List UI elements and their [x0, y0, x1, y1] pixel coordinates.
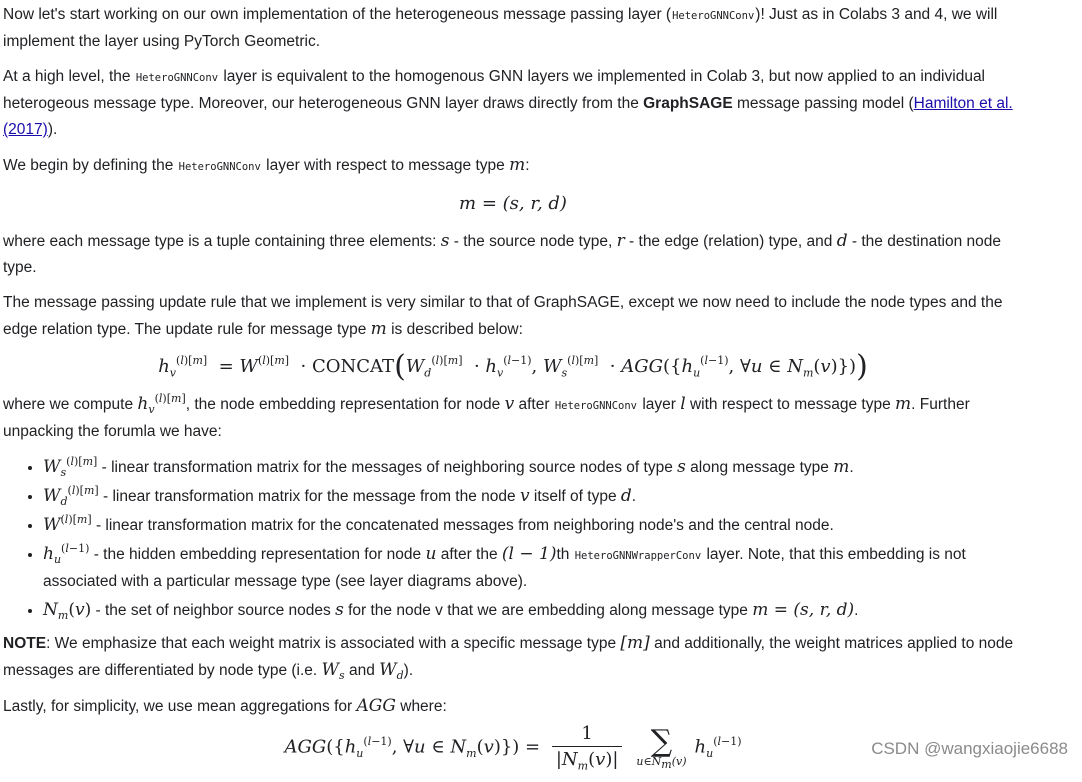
paragraph-tuple-definition: where each message type is a tuple containing three elements: s - the source node type, r - the edge (relation) type, and d - the destination node type.: [3, 231, 1001, 276]
bold-note: NOTE: [3, 635, 47, 652]
paragraph-note: NOTE: We emphasize that each weight matrix is associated with a specific message type [m] and additionally, the weight matrices applied to node messages are differentiated by node type (i.e. $W_s$ and $W_d$).: [3, 633, 1014, 683]
csdn-watermark: CSDN @wangxiaojie6688: [871, 739, 1068, 758]
paragraph-high-level: At a high level, the HeteroGNNConv layer is equivalent to the homogenous GNN layers we implemented in Colab 3, but now applied to an individual heterogeous message type. Moreover, our heterogeneous GNN layer draws directly from the GraphSAGE message passing model (Hamilton et al. (2017)).: [3, 68, 1013, 138]
code-heterognnconv: HeteroGNNConv: [554, 400, 638, 412]
paragraph-mean-aggregation: Lastly, for simplicity, we use mean aggregations for AGG where:: [3, 696, 447, 716]
code-heterognnconv: HeteroGNNConv: [135, 72, 219, 84]
bold-graphsage: GraphSAGE: [643, 95, 733, 112]
fraction: $\frac{1}{|N_m(v)|}$: [552, 722, 623, 773]
code-heterognnconv: HeteroGNNConv: [672, 10, 755, 22]
list-item: • $W^{(l)[m]}$ - linear transformation matrix for the concatenated messages from neighboring node's and the central node.: [43, 512, 1023, 539]
list-item: • $W_s^{(l)[m]}$ - linear transformation matrix for the messages of neighboring source nodes of type s along message type m.: [43, 454, 1023, 481]
code-heterognnwrapperconv: HeteroGNNWrapperConv: [574, 550, 702, 562]
document-body: [3, 0, 1023, 782]
equation-mean-aggregation: $AGG(\{h_u^{(l-1)}$, ∀u ∈ $N_m(v)$}) = $\frac{1}{|N_m(v)|}$ ∑ $u\in N_m(v)$ $h_u^{(l-1)}$: [284, 723, 742, 773]
paragraph-define-layer: We begin by defining the HeteroGNNConv layer with respect to message type m:: [3, 155, 530, 175]
list-item: • $W_d^{(l)[m]}$ - linear transformation matrix for the message from the node v itself of type d.: [43, 483, 1023, 510]
link-hamilton-2017[interactable]: Hamilton et al. (2017): [3, 95, 1013, 138]
equation-message-type: m = (s, r, d): [459, 193, 567, 214]
paragraph-intro: Now let's start working on our own implementation of the heterogeneous message passing layer (HeteroGNNConv)! Just as in Colabs 3 and 4, we will implement the layer using PyTorch Geometric.: [3, 6, 998, 50]
list-item: • $h_u^{(l-1)}$ - the hidden embedding representation for node u after the (l − 1)th HeteroGNNWrapperConv layer. Note, that this embedding is not associated with a particular message type (see layer diagrams above).: [43, 541, 1023, 595]
code-heterognnconv: HeteroGNNConv: [178, 161, 261, 173]
paragraph-where-compute: where we compute $h_v^{(l)[m]}$, the node embedding representation for node v after HeteroGNNConv layer l with respect to message type m. Further unpacking the forumla we have:: [3, 391, 970, 440]
list-item: • $N_m(v)$ - the set of neighbor source nodes s for the node v that we are embedding along message type m = (s, r, d).: [43, 597, 1023, 624]
paragraph-update-rule: The message passing update rule that we implement is very similar to that of GraphSAGE, except we now need to include the node types and the edge relation type. The update rule for message type m is described below:: [3, 294, 1003, 339]
formula-terms-list: [3, 454, 1023, 624]
equation-update-rule: $h_v^{(l)[m]} = W^{(l)[m]}$ · $CONCAT(W_d^{(l)[m]} \cdot h_v^{(l-1)}$, $W_s^{(l)[m]} \cdot AGG(\{h_u^{(l-1)}$, ∀u ∈ $N_m(v)$})): [158, 349, 868, 384]
summation: ∑ $u\in N_m(v)$: [636, 723, 687, 771]
